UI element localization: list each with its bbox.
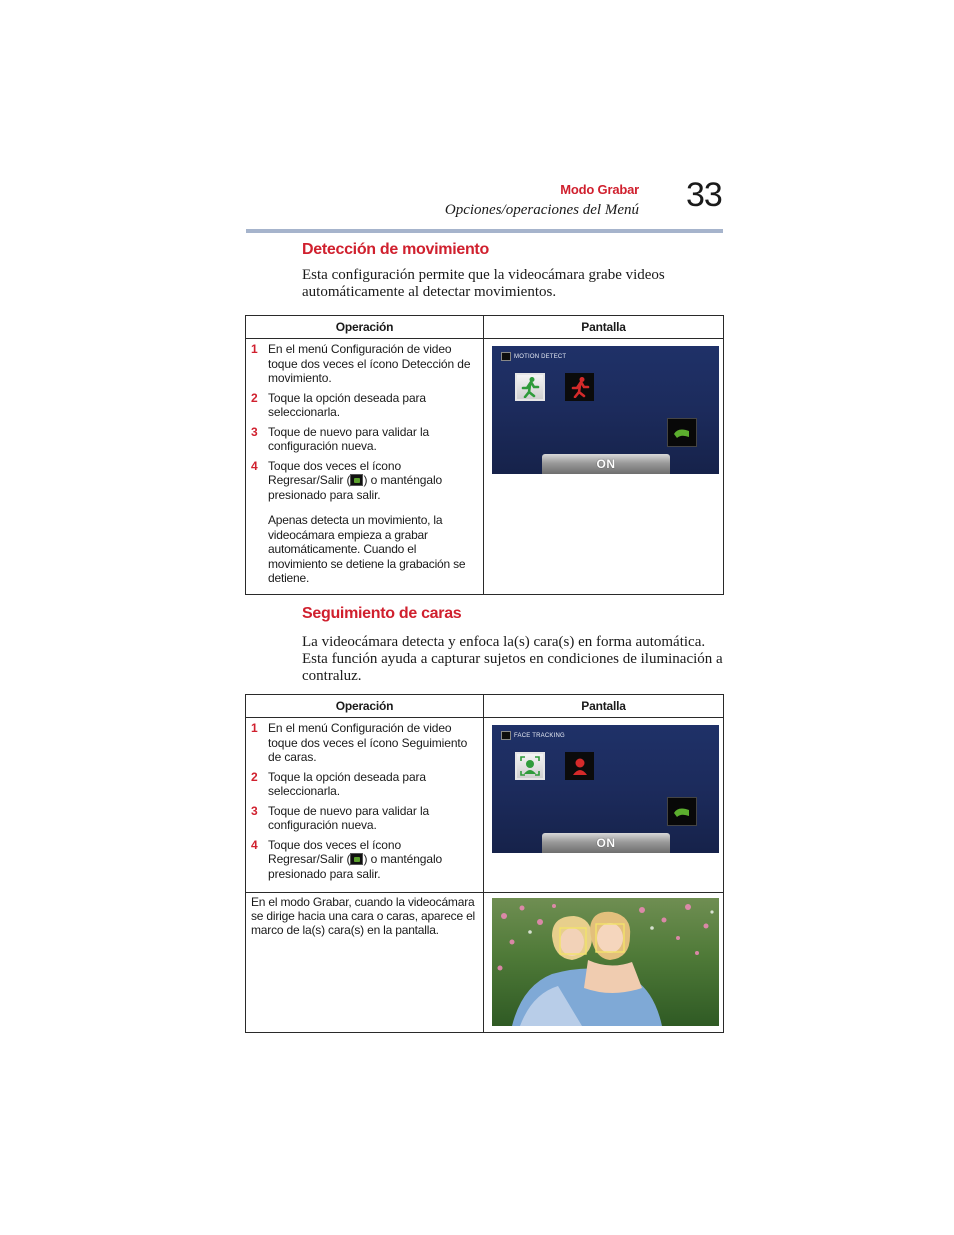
step-text — [268, 459, 477, 503]
step-text: En el menú Configuración de video toque dos veces el ícono Seguimiento de caras. — [268, 721, 468, 764]
face-tracking-photo — [492, 898, 719, 1026]
step-number: 4 — [251, 458, 258, 473]
face-off-option-icon[interactable] — [565, 752, 594, 780]
step-number: 4 — [251, 837, 258, 852]
step-number: 1 — [251, 342, 258, 356]
face-green-icon — [519, 755, 541, 777]
step-text-before: Toque dos veces el ícono Regresar/Salir ( — [268, 837, 402, 866]
return-arrow-icon — [672, 425, 692, 441]
settings-mini-icon — [501, 731, 511, 740]
face-tracking-screen — [492, 725, 719, 853]
screen-title: FACE TRACKING — [514, 733, 565, 739]
motion-on-option-icon[interactable] — [515, 373, 545, 401]
step-number: 1 — [251, 721, 258, 735]
running-person-red-icon — [569, 376, 591, 398]
motion-steps — [246, 339, 483, 513]
face-note-cell — [246, 893, 484, 1033]
return-icon[interactable] — [667, 418, 697, 447]
on-status-bar[interactable]: ON — [542, 833, 670, 853]
motion-operation-cell — [246, 339, 484, 595]
settings-mini-icon — [501, 352, 511, 361]
step-item — [251, 459, 477, 503]
mother-daughter-photo — [492, 898, 719, 1026]
face-col-screen: Pantalla — [484, 695, 724, 718]
step-text: Toque de nuevo para validar la configuración nueva. — [268, 424, 430, 453]
return-arrow-icon — [672, 804, 692, 820]
step-text: En el menú Configuración de video toque dos veces el ícono Detección de movimiento. — [268, 342, 471, 385]
step-number: 2 — [251, 390, 258, 405]
step-number: 3 — [251, 803, 258, 818]
step-text: Toque la opción deseada para seleccionarla. — [268, 390, 426, 419]
step-text-after: ) o manténgalo presionado para salir. — [268, 852, 443, 881]
running-header-subsection: Opciones/operaciones del Menú — [444, 202, 639, 218]
step-text-after: ) o manténgalo presionado para salir. — [268, 473, 443, 502]
face-steps — [246, 718, 483, 892]
step-text — [268, 838, 477, 882]
motion-col-screen: Pantalla — [484, 316, 724, 339]
motion-col-operation: Operación — [246, 316, 484, 339]
step-number: 2 — [251, 769, 258, 784]
face-screen-cell — [484, 718, 724, 893]
motion-heading: Detección de movimiento — [302, 241, 489, 258]
step-item — [251, 391, 477, 420]
step-item — [251, 425, 477, 454]
return-icon[interactable] — [667, 797, 697, 826]
running-person-green-icon — [519, 376, 541, 398]
motion-table — [245, 315, 724, 595]
motion-screen-cell — [484, 339, 724, 595]
step-item — [251, 804, 477, 833]
page-number: 33 — [686, 176, 722, 214]
step-item — [251, 838, 477, 882]
screen-title: MOTION DETECT — [514, 354, 567, 360]
face-red-icon — [569, 755, 591, 777]
face-operation-cell — [246, 718, 484, 893]
header-rule — [246, 229, 723, 233]
step-item — [251, 770, 477, 799]
face-heading: Seguimiento de caras — [302, 605, 462, 622]
on-status-bar[interactable]: ON — [542, 454, 670, 474]
face-table — [245, 694, 724, 1033]
step-text: Toque de nuevo para validar la configuración nueva. — [268, 803, 430, 832]
face-note: En el modo Grabar, cuando la videocámara se dirige hacia una cara o caras, aparece el marco de la(s) cara(s) en la pantalla. — [251, 895, 476, 937]
step-text-before: Toque dos veces el ícono Regresar/Salir ( — [268, 458, 402, 487]
face-col-operation: Operación — [246, 695, 484, 718]
face-intro: La videocámara detecta y enfoca la(s) cara(s) en forma automática. Esta función ayuda a capturar sujetos en condiciones de iluminación a contraluz. — [302, 634, 723, 684]
motion-intro: Esta configuración permite que la videocámara grabe videos automáticamente al detectar movimientos. — [302, 267, 665, 300]
running-header-section: Modo Grabar — [560, 182, 639, 197]
face-photo-cell — [484, 893, 724, 1033]
step-number: 3 — [251, 424, 258, 439]
step-text: Toque la opción deseada para seleccionarla. — [268, 769, 426, 798]
motion-off-option-icon[interactable] — [565, 373, 594, 401]
back-exit-icon — [350, 853, 363, 865]
face-on-option-icon[interactable] — [515, 752, 545, 780]
step-item — [251, 342, 477, 386]
back-exit-icon — [350, 474, 363, 486]
motion-note: Apenas detecta un movimiento, la videocámara empieza a grabar automáticamente. Cuando el movimiento se detiene la grabación se detiene. — [268, 513, 466, 585]
step-item — [251, 721, 477, 765]
motion-detect-screen — [492, 346, 719, 474]
